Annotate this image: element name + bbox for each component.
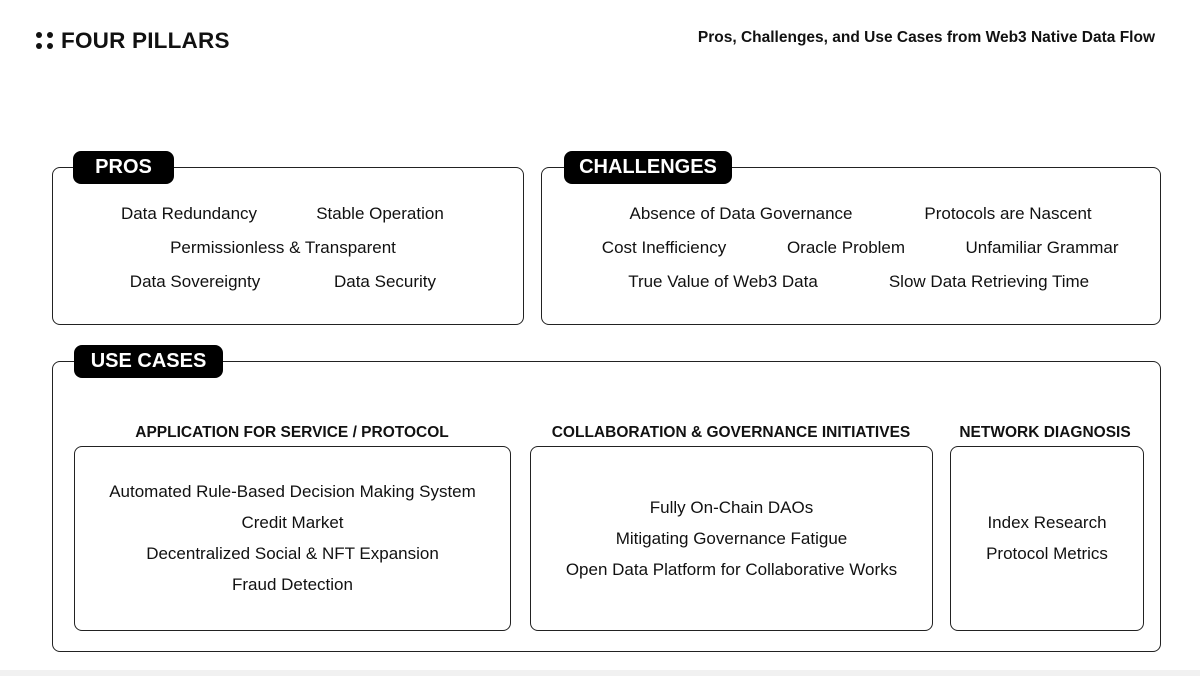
use-case-item: Automated Rule-Based Decision Making System: [109, 482, 476, 501]
pros-item: Data Sovereignty: [129, 272, 261, 291]
use-case-item: Decentralized Social & NFT Expansion: [146, 544, 439, 563]
use-case-item: Mitigating Governance Fatigue: [615, 528, 848, 548]
use-case-item: Credit Market: [241, 513, 344, 532]
pros-item: Data Redundancy: [120, 204, 258, 223]
use-case-column-title: COLLABORATION & GOVERNANCE INITIATIVES: [551, 424, 911, 441]
pros-tag: PROS: [73, 151, 174, 184]
brand-name: FOUR PILLARS: [61, 28, 230, 53]
use-case-column-box: [530, 446, 933, 631]
use-case-item: Open Data Platform for Collaborative Works: [565, 559, 898, 579]
challenges-item: Unfamiliar Grammar: [965, 238, 1119, 257]
challenges-item: Slow Data Retrieving Time: [888, 272, 1090, 291]
pros-item: Data Security: [333, 272, 437, 291]
use-case-item: Fraud Detection: [232, 575, 353, 594]
use-case-column-box: [74, 446, 511, 631]
bottom-edge: [0, 670, 1200, 676]
brand-logo: [36, 28, 230, 54]
challenges-item: Absence of Data Governance: [629, 204, 853, 223]
use-case-item: Index Research: [987, 513, 1107, 532]
use-cases-tag: USE CASES: [74, 345, 223, 378]
challenges-item: Protocols are Nascent: [924, 204, 1092, 223]
challenges-item: Oracle Problem: [786, 238, 906, 257]
pros-item: Permissionless & Transparent: [170, 238, 396, 257]
use-case-item: Protocol Metrics: [986, 544, 1108, 563]
use-case-item: Fully On-Chain DAOs: [649, 497, 814, 517]
four-dots-icon: [36, 32, 54, 50]
challenges-item: True Value of Web3 Data: [628, 272, 818, 291]
challenges-item: Cost Inefficiency: [601, 238, 727, 257]
page-subtitle: Pros, Challenges, and Use Cases from Web3 Native Data Flow: [697, 29, 1155, 46]
pros-item: Stable Operation: [316, 204, 444, 223]
use-case-column-box: [950, 446, 1144, 631]
challenges-tag: CHALLENGES: [564, 151, 732, 184]
use-case-column-title: NETWORK DIAGNOSIS: [959, 424, 1131, 441]
use-case-column-title: APPLICATION FOR SERVICE / PROTOCOL: [135, 424, 449, 441]
